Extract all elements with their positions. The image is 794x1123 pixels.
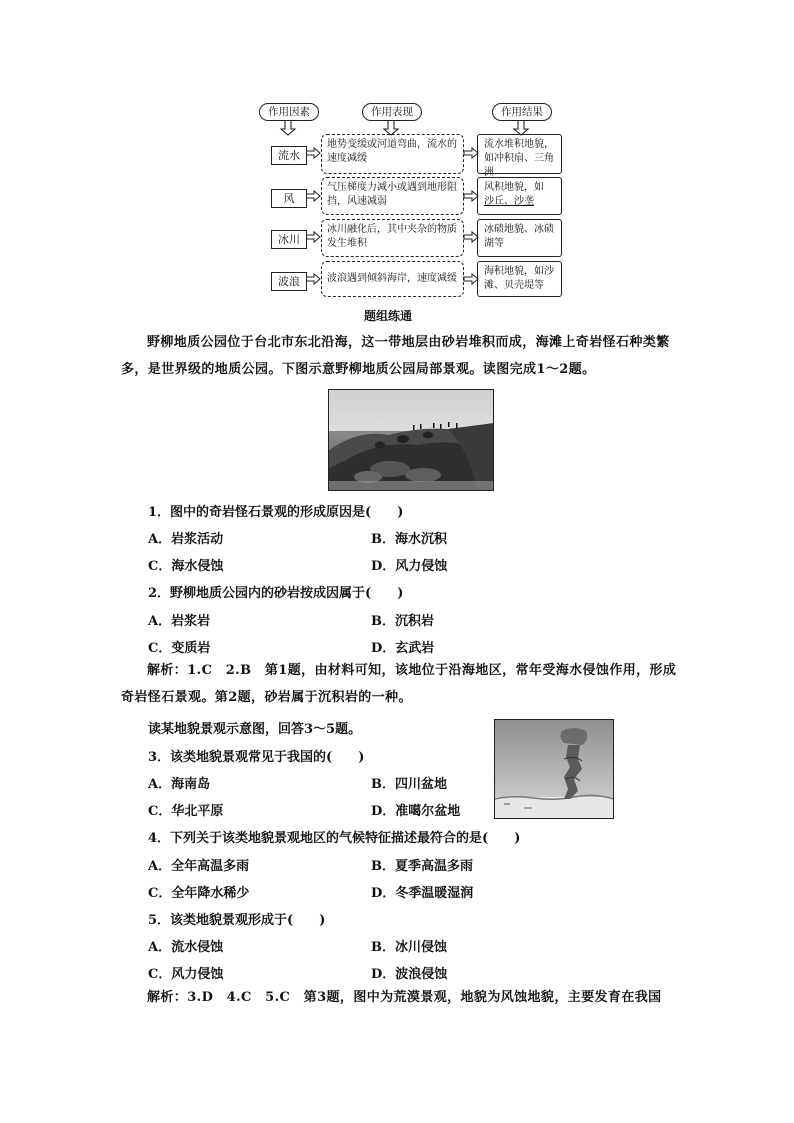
header-process: 作用表现 (362, 103, 422, 121)
header-factor: 作用因素 (259, 103, 319, 121)
question-4-option-b: B．夏季高温多雨 (371, 859, 473, 874)
header-result: 作用结果 (492, 103, 552, 121)
passage-yehliu: 野柳地质公园位于台北市东北沿海，这一带地层由砂岩堆积而成，海滩上奇岩怪石种类繁多，是世界级的地质公园。下图示意野柳地质公园局部景观。读图完成1～2题。 (121, 335, 670, 377)
question-5-option-c: C．风力侵蚀 (148, 967, 224, 982)
question-2-option-a: A．岩浆岩 (148, 614, 211, 629)
result-box: 流水堆积地貌，如冲积扇、三角洲 (477, 134, 562, 174)
question-1-option-a: A．岩浆活动 (148, 532, 224, 547)
question-3-option-d: D．准噶尔盆地 (371, 804, 461, 819)
passage-landform: 读某地貌景观示意图，回答3～5题。 (148, 722, 362, 737)
question-5-stem: 5．该类地貌景观形成于( ) (148, 913, 326, 928)
question-1-option-d: D．风力侵蚀 (371, 559, 448, 574)
question-3-option-c: C．华北平原 (148, 804, 224, 819)
result-box: 海积地貌，如沙滩、贝壳堤等 (477, 261, 562, 297)
question-4-option-c: C．全年降水稀少 (148, 886, 250, 901)
result-box (477, 177, 562, 215)
result-box: 冰碛地貌、冰碛湖等 (477, 219, 562, 257)
down-arrow-icon (281, 120, 528, 135)
question-3-option-b: B．四川盆地 (371, 777, 447, 792)
question-4-option-a: A．全年高温多雨 (148, 859, 250, 874)
result-text-underlined: 沙丘、沙垄 (484, 196, 534, 207)
question-3-option-a: A．海南岛 (148, 777, 211, 792)
question-3-stem: 3．该类地貌景观常见于我国的( ) (148, 750, 365, 765)
question-2-stem: 2．野柳地质公园内的砂岩按成因属于( ) (148, 586, 404, 601)
question-5-option-a: A．流水侵蚀 (148, 940, 224, 955)
question-1-option-c: C．海水侵蚀 (148, 559, 224, 574)
factor-box: 流水 (271, 146, 307, 165)
process-box: 波浪遇到倾斜海岸，速度减缓 (321, 261, 464, 297)
question-5-option-d: D．波浪侵蚀 (371, 967, 448, 982)
answer-1-2: 解析：1.C 2.B 第1题，由材料可知，该地位于沿海地区，常年受海水侵蚀作用，形成奇岩怪石景观。第2题，砂岩属于沉积岩的一种。 (121, 663, 677, 705)
question-5-option-b: B．冰川侵蚀 (371, 940, 447, 955)
question-2-option-b: B．沉积岩 (371, 614, 434, 629)
question-4-option-d: D．冬季温暖湿润 (371, 886, 474, 901)
factor-box: 风 (271, 189, 307, 208)
question-2-option-d: D．玄武岩 (371, 641, 435, 656)
result-text: 风积地貌，如 (484, 182, 544, 193)
question-2-option-c: C．变质岩 (148, 641, 211, 656)
answer-3-5: 解析：3.D 4.C 5.C 第3题，图中为荒漠景观，地貌为风蚀地貌，主要发育在我国 (147, 990, 662, 1005)
question-1-stem: 1．图中的奇岩怪石景观的形成原因是( ) (148, 505, 404, 520)
yehliu-photo (328, 389, 494, 491)
question-1-option-b: B．海水沉积 (371, 532, 447, 547)
question-4-stem: 4．下列关于该类地貌景观地区的气候特征描述最符合的是( ) (148, 831, 521, 846)
factor-box: 冰川 (271, 230, 307, 249)
section-heading: 题组练通 (364, 309, 413, 323)
process-box: 冰川融化后，其中夹杂的物质发生堆积 (321, 219, 464, 257)
factor-box: 波浪 (271, 272, 307, 291)
mushroom-rock-photo (494, 719, 614, 819)
process-box: 气压梯度力减小或遇到地形阻挡，风速减弱 (321, 177, 464, 215)
process-box: 地势变缓或河道弯曲，流水的速度减缓 (321, 134, 464, 174)
